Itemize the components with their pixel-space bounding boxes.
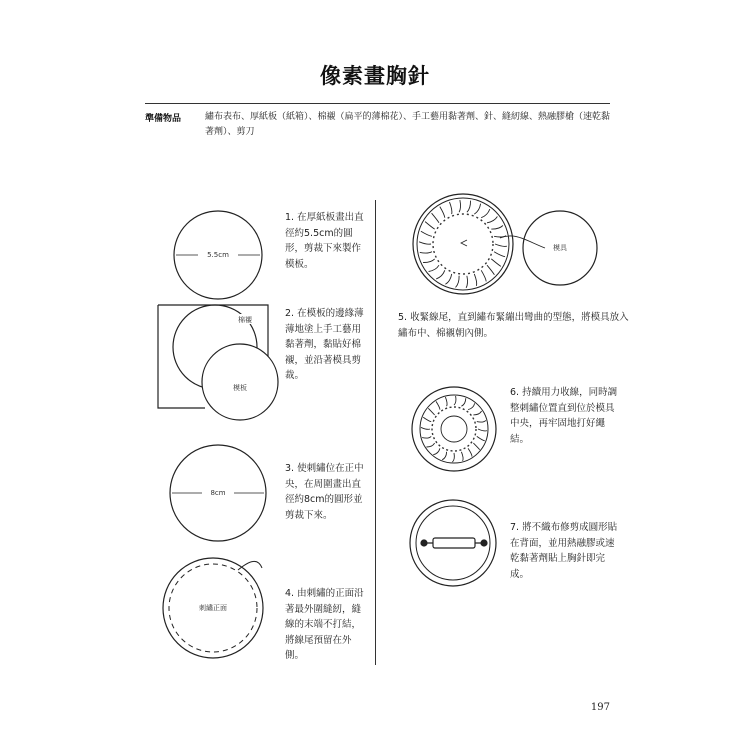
step-4: 4. 由刺繡的正面沿著最外圍縫紉，縫線的末端不打結，將線尾預留在外側。	[285, 588, 364, 661]
diameter-label-1: 5.5cm	[207, 251, 229, 259]
page-title: 像素畫胸針	[320, 64, 430, 88]
step-6: 6. 持續用力收線，同時調整刺繡位置直到位於模具中央，再牢固地打好繩結。	[510, 387, 618, 445]
gather-wrinkles-step6	[421, 396, 487, 462]
template-label: 模板	[233, 384, 247, 392]
step-1: 1. 在厚紙板畫出直徑約5.5cm的圓形，剪裁下來製作模板。	[285, 212, 364, 270]
materials-label: 準備物品	[145, 114, 182, 124]
step-7: 7. 將不織布修剪成圓形貼在背面，並用熱融膠或速乾黏著劑貼上胸針即完成。	[510, 522, 618, 580]
step-2: 2. 在模板的邊緣薄薄地塗上手工藝用黏著劑，黏貼好棉襯，並沿著模具剪裁。	[285, 308, 364, 381]
mold-label: 模具	[553, 244, 567, 252]
front-label: 刺繡正面	[199, 604, 227, 612]
step-3: 3. 使刺繡位在正中央，在周圍畫出直徑約8cm的圓形並剪裁下來。	[285, 463, 364, 521]
diameter-label-3: 8cm	[210, 489, 226, 497]
page-number: 197	[590, 702, 610, 713]
materials-text: 繡布表布、厚紙板（紙箱）、棉襯（扁平的薄棉花）、手工藝用黏著劑、針、縫紉線、熱融膠槍（速乾黏著劑）、剪刀	[205, 112, 611, 137]
brooch-back-illustration	[410, 500, 496, 586]
step-5: 5. 收緊線尾，直到繡布緊繃出彎曲的型態，將模具放入繡布中、棉襯朝內側。	[398, 312, 629, 339]
batting-label: 棉襯	[238, 316, 252, 324]
gathered-fabric-illustration	[413, 194, 597, 294]
batting-template-illustration	[158, 305, 278, 420]
